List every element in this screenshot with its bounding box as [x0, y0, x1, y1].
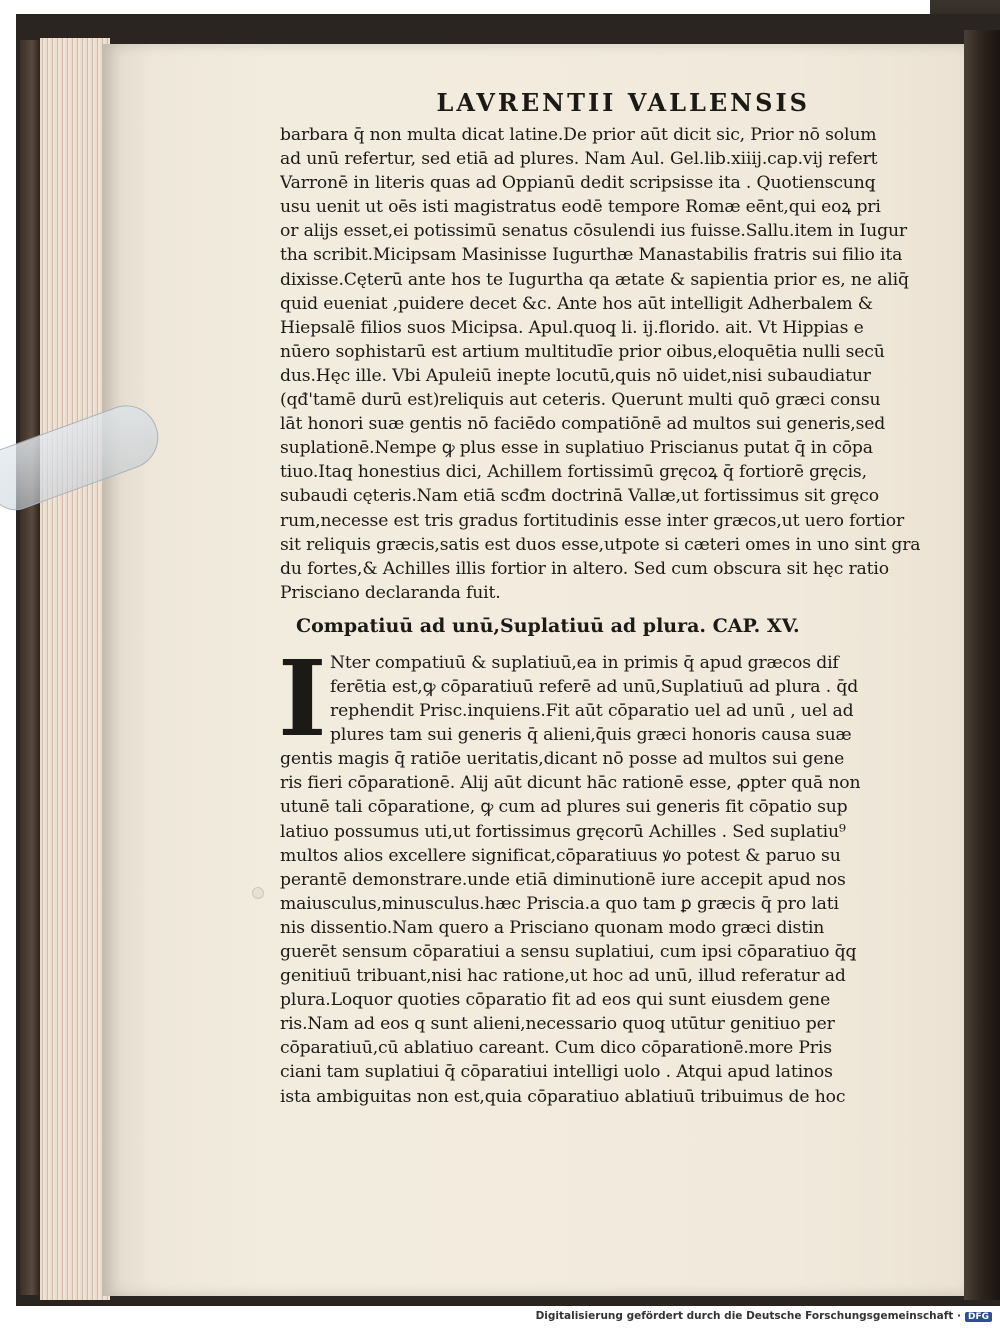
page-stack — [40, 38, 110, 1300]
text-line: ciani tam suplatiui q̄ cōparatiui intelligi uolo . Atqui apud latinos — [280, 1062, 833, 1083]
text-line: ris.Nam ad eos q sunt alieni,necessario quoq̧ utūtur genitiuo per — [280, 1014, 835, 1035]
page-text — [280, 88, 930, 1109]
running-head: LAVRENTII VALLENSIS — [436, 88, 810, 117]
text-line: rephendit Prisc.inquiens.Fit aūt cōparatio uel ad unū , uel ad — [330, 701, 854, 722]
text-line: suplationē.Nempe ꝙ plus esse in suplatiuo Priscianus putat q̄ in cōpa — [280, 438, 873, 459]
paper-hole — [252, 887, 264, 899]
text-line: tiuo.Itaq̧ honestius dici, Achillem fortissimū gręcoꝝ q̄ fortiorē gręcis, — [280, 462, 867, 483]
paragraph-2 — [280, 747, 930, 1108]
text-line: latiuo possumus uti,ut fortissimus gręcorū Achilles . Sed suplatiu⁹ — [280, 821, 846, 842]
text-line: Varronē in literis quas ad Oppianū dedit scripsisse ita . Quotienscunq̧ — [280, 173, 876, 194]
text-line: guerēt sensum cōparatiui a sensu suplatiui, cum ipsi cōparatiuo q̄q̧ — [280, 942, 857, 962]
footer-text: Digitalisierung gefördert durch die Deutsche Forschungsgemeinschaft — [535, 1310, 954, 1322]
text-line: dixisse.Cęterū ante hos te Iugurtha qa ætate & sapientia prior es, ne aliq̄ — [280, 269, 909, 290]
text-line: plura.Loquor quoties cōparatio fit ad eos qui sunt eiusdem gene — [280, 990, 831, 1011]
text-line: ris fieri cōparationē. Alij aūt dicunt hāc rationē esse, ꝓpter quā non — [280, 773, 861, 794]
chapter-block — [278, 636, 930, 1109]
text-line: plures tam sui generis q̄ alieni,q̄uis græci honoris causa suæ — [330, 725, 852, 746]
text-line: Nter compatiuū & suplatiuū,ea in primis q̄ apud græcos dif — [330, 652, 839, 673]
text-line: maiusculus,minusculus.hæc Priscia.a quo tam ꝑ græcis q̄ pro lati — [280, 893, 839, 914]
text-line: (qđ'tamē durū est)reliquis aut ceteris. Querunt multi quō græci consu — [280, 390, 881, 411]
book-spine — [964, 30, 1000, 1300]
text-line: multos alios excellere significat,cōparatiuus ꝟo potest & paruo su — [280, 845, 841, 866]
text-line: ferētia est,ꝙ cōparatiuū referē ad unū,Suplatiuū ad plura . q̄d — [330, 676, 859, 697]
text-line: genitiuū tribuant,nisi hac ratione,ut hoc ad unū, illud referatur ad — [280, 966, 846, 987]
text-line: lāt honori suæ gentis nō faciēdo compatiōnē ad multos sui generis,sed — [280, 414, 886, 435]
text-line: subaudi cęteris.Nam etiā scđm doctrinā Vallæ,ut fortissimus sit gręco — [280, 486, 879, 507]
text-line: quid eueniat ,puidere decet &c. Ante hos aūt intelligit Adherbalem & — [280, 293, 873, 314]
initial-letter: I — [278, 636, 327, 760]
text-line: nūero sophistarū est artium multitudīe prior oibus,eloquētia nulli secū — [280, 341, 885, 362]
text-line: gentis magis q̄ ratiōe ueritatis,dicant nō posse ad multos sui gene — [280, 749, 845, 770]
text-line: cōparatiuū,cū ablatiuo careant. Cum dico cōparationē.more Pris — [280, 1038, 832, 1059]
text-line: tha scribit.Micipsam Masinisse Iugurthæ Manastabilis fratris sui filio ita — [280, 245, 903, 266]
text-line: rum,necesse est tris gradus fortitudinis esse inter græcos,ut uero fortior — [280, 510, 905, 531]
text-line: or alijs esset,ei potissimū senatus cōsulendi ius fuisse.Sallu.item in Iugur — [280, 221, 907, 242]
book-edge — [20, 40, 40, 1295]
footer: Digitalisierung gefördert durch die Deutsche Forschungsgemeinschaft · DFG — [0, 1310, 992, 1322]
text-line: nis dissentio.Nam quero a Prisciano quonam modo græci distin — [280, 917, 825, 938]
text-line: Hiepsalē filios suos Micipsa. Apul.quoq̧ li. ij.florido. ait. Vt Hippias e — [280, 317, 864, 338]
text-line: ad unū refertur, sed etiā ad plures. Nam Aul. Gel.lib.xiiij.cap.vij refert — [280, 149, 878, 170]
text-line: sit reliquis græcis,satis est duos esse,utpote si cæteri omes in uno sint gra — [280, 534, 921, 555]
chapter-heading: Compatiuū ad unū,Suplatiuū ad plura. CAP. XV. — [296, 614, 800, 637]
text-line: du fortes,& Achilles illis fortior in altero. Sed cum obscura sit hęc ratio — [280, 558, 889, 579]
text-line: ista ambiguitas non est,quia cōparatiuo ablatiuū tribuimus de hoc — [280, 1086, 846, 1107]
text-line: dus.Hęc ille. Vbi Apuleiū inepte locutū,quis nō uidet,nisi subaudiatur — [280, 365, 871, 386]
text-line: barbara q̄ non multa dicat latine.De prior aūt dicit sic, Prior nō solum — [280, 125, 877, 145]
text-line: usu uenit ut oēs isti magistratus eodē tempore Romæ eēnt,qui eoꝝ pri — [280, 197, 881, 218]
text-line: utunē tali cōparatione, ꝙ cum ad plures sui generis fit cōpatio sup — [280, 797, 848, 818]
text-line: Prisciano declaranda fuit. — [280, 582, 501, 603]
dfg-logo: DFG — [965, 1312, 992, 1322]
paragraph-1 — [280, 123, 930, 605]
text-line: perantē demonstrare.unde etiā diminutionē iure accepit apud nos — [280, 869, 846, 890]
